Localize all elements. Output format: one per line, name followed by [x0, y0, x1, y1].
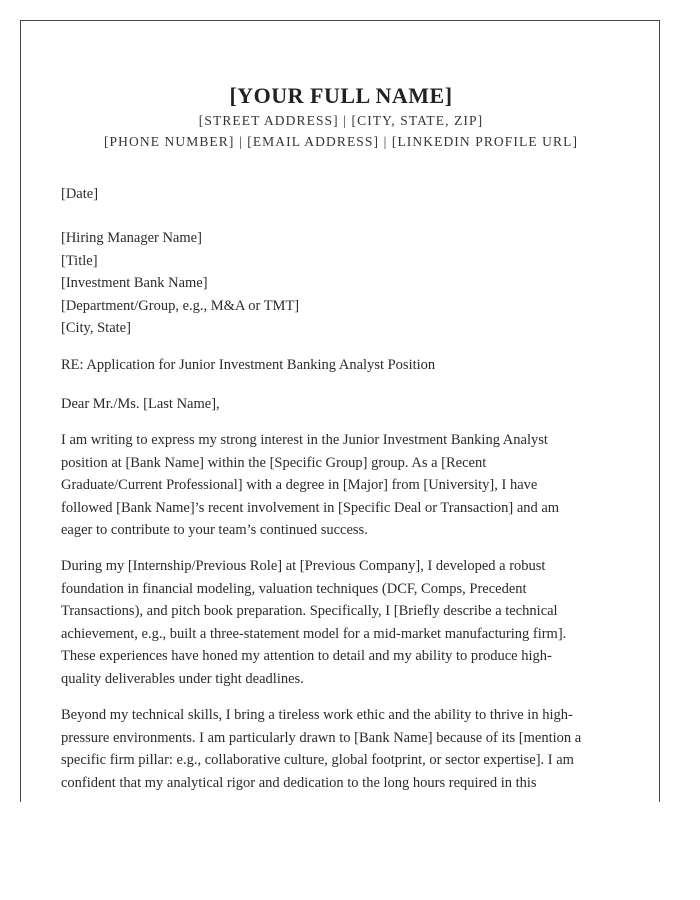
paragraph-line: Beyond my technical skills, I bring a tireless work ethic and the ability to thrive in high-	[61, 707, 573, 723]
recipient-company: [Investment Bank Name]	[61, 275, 208, 291]
recipient-city: [City, State]	[61, 320, 131, 336]
paragraph-line: achievement, e.g., built a three-statement model for a mid-market manufacturing firm].	[61, 625, 567, 642]
letter-date: [Date]	[61, 186, 99, 202]
recipient-address	[61, 227, 621, 340]
paragraph-line: specific firm pillar: e.g., collaborative culture, global footprint, or sector expertise]. I am	[61, 752, 574, 768]
salutation: Dear Mr./Ms. [Last Name],	[61, 396, 220, 412]
paragraph-line: During my [Internship/Previous Role] at [Previous Company], I developed a robust	[61, 558, 546, 574]
paragraph-line: eager to contribute to your team’s continued success.	[61, 522, 368, 538]
applicant-name: [YOUR FULL NAME]	[229, 83, 453, 108]
paragraph-line: confident that my analytical rigor and dedication to the long hours required in this	[61, 774, 537, 791]
body-paragraph-1	[61, 429, 621, 542]
paragraph-line: quality deliverables under tight deadlines.	[61, 670, 304, 687]
body-paragraph-3	[61, 704, 621, 794]
paragraph-line: pressure environments. I am particularly drawn to [Bank Name] because of its [mention a	[61, 729, 582, 746]
paragraph-line: foundation in financial modeling, valuation techniques (DCF, Comps, Precedent	[61, 580, 527, 597]
paragraph-line: I am writing to express my strong interest in the Junior Investment Banking Analyst	[61, 432, 548, 448]
paragraph-line: These experiences have honed my attention to detail and my ability to produce high-	[61, 648, 552, 664]
subject-line: RE: Application for Junior Investment Banking Analyst Position	[61, 357, 436, 373]
recipient-title: [Title]	[61, 252, 98, 269]
paragraph-line: Graduate/Current Professional] with a degree in [Major] from [University], I have	[61, 477, 538, 493]
paragraph-line: position at [Bank Name] within the [Specific Group] group. As a [Recent	[61, 454, 487, 471]
recipient-name: [Hiring Manager Name]	[61, 230, 202, 246]
contact-line: [PHONE NUMBER] | [EMAIL ADDRESS] | [LINKEDIN PROFILE URL]	[103, 134, 579, 149]
recipient-department: [Department/Group, e.g., M&A or TMT]	[61, 297, 300, 314]
body-paragraph-2	[61, 555, 621, 690]
paragraph-line: followed [Bank Name]’s recent involvement in [Specific Deal or Transaction] and am	[61, 499, 560, 516]
address-line: [STREET ADDRESS] | [CITY, STATE, ZIP]	[198, 113, 484, 128]
letter-page	[20, 20, 660, 802]
paragraph-line: Transactions), and pitch book preparation. Specifically, I [Briefly describe a technical	[61, 603, 558, 619]
